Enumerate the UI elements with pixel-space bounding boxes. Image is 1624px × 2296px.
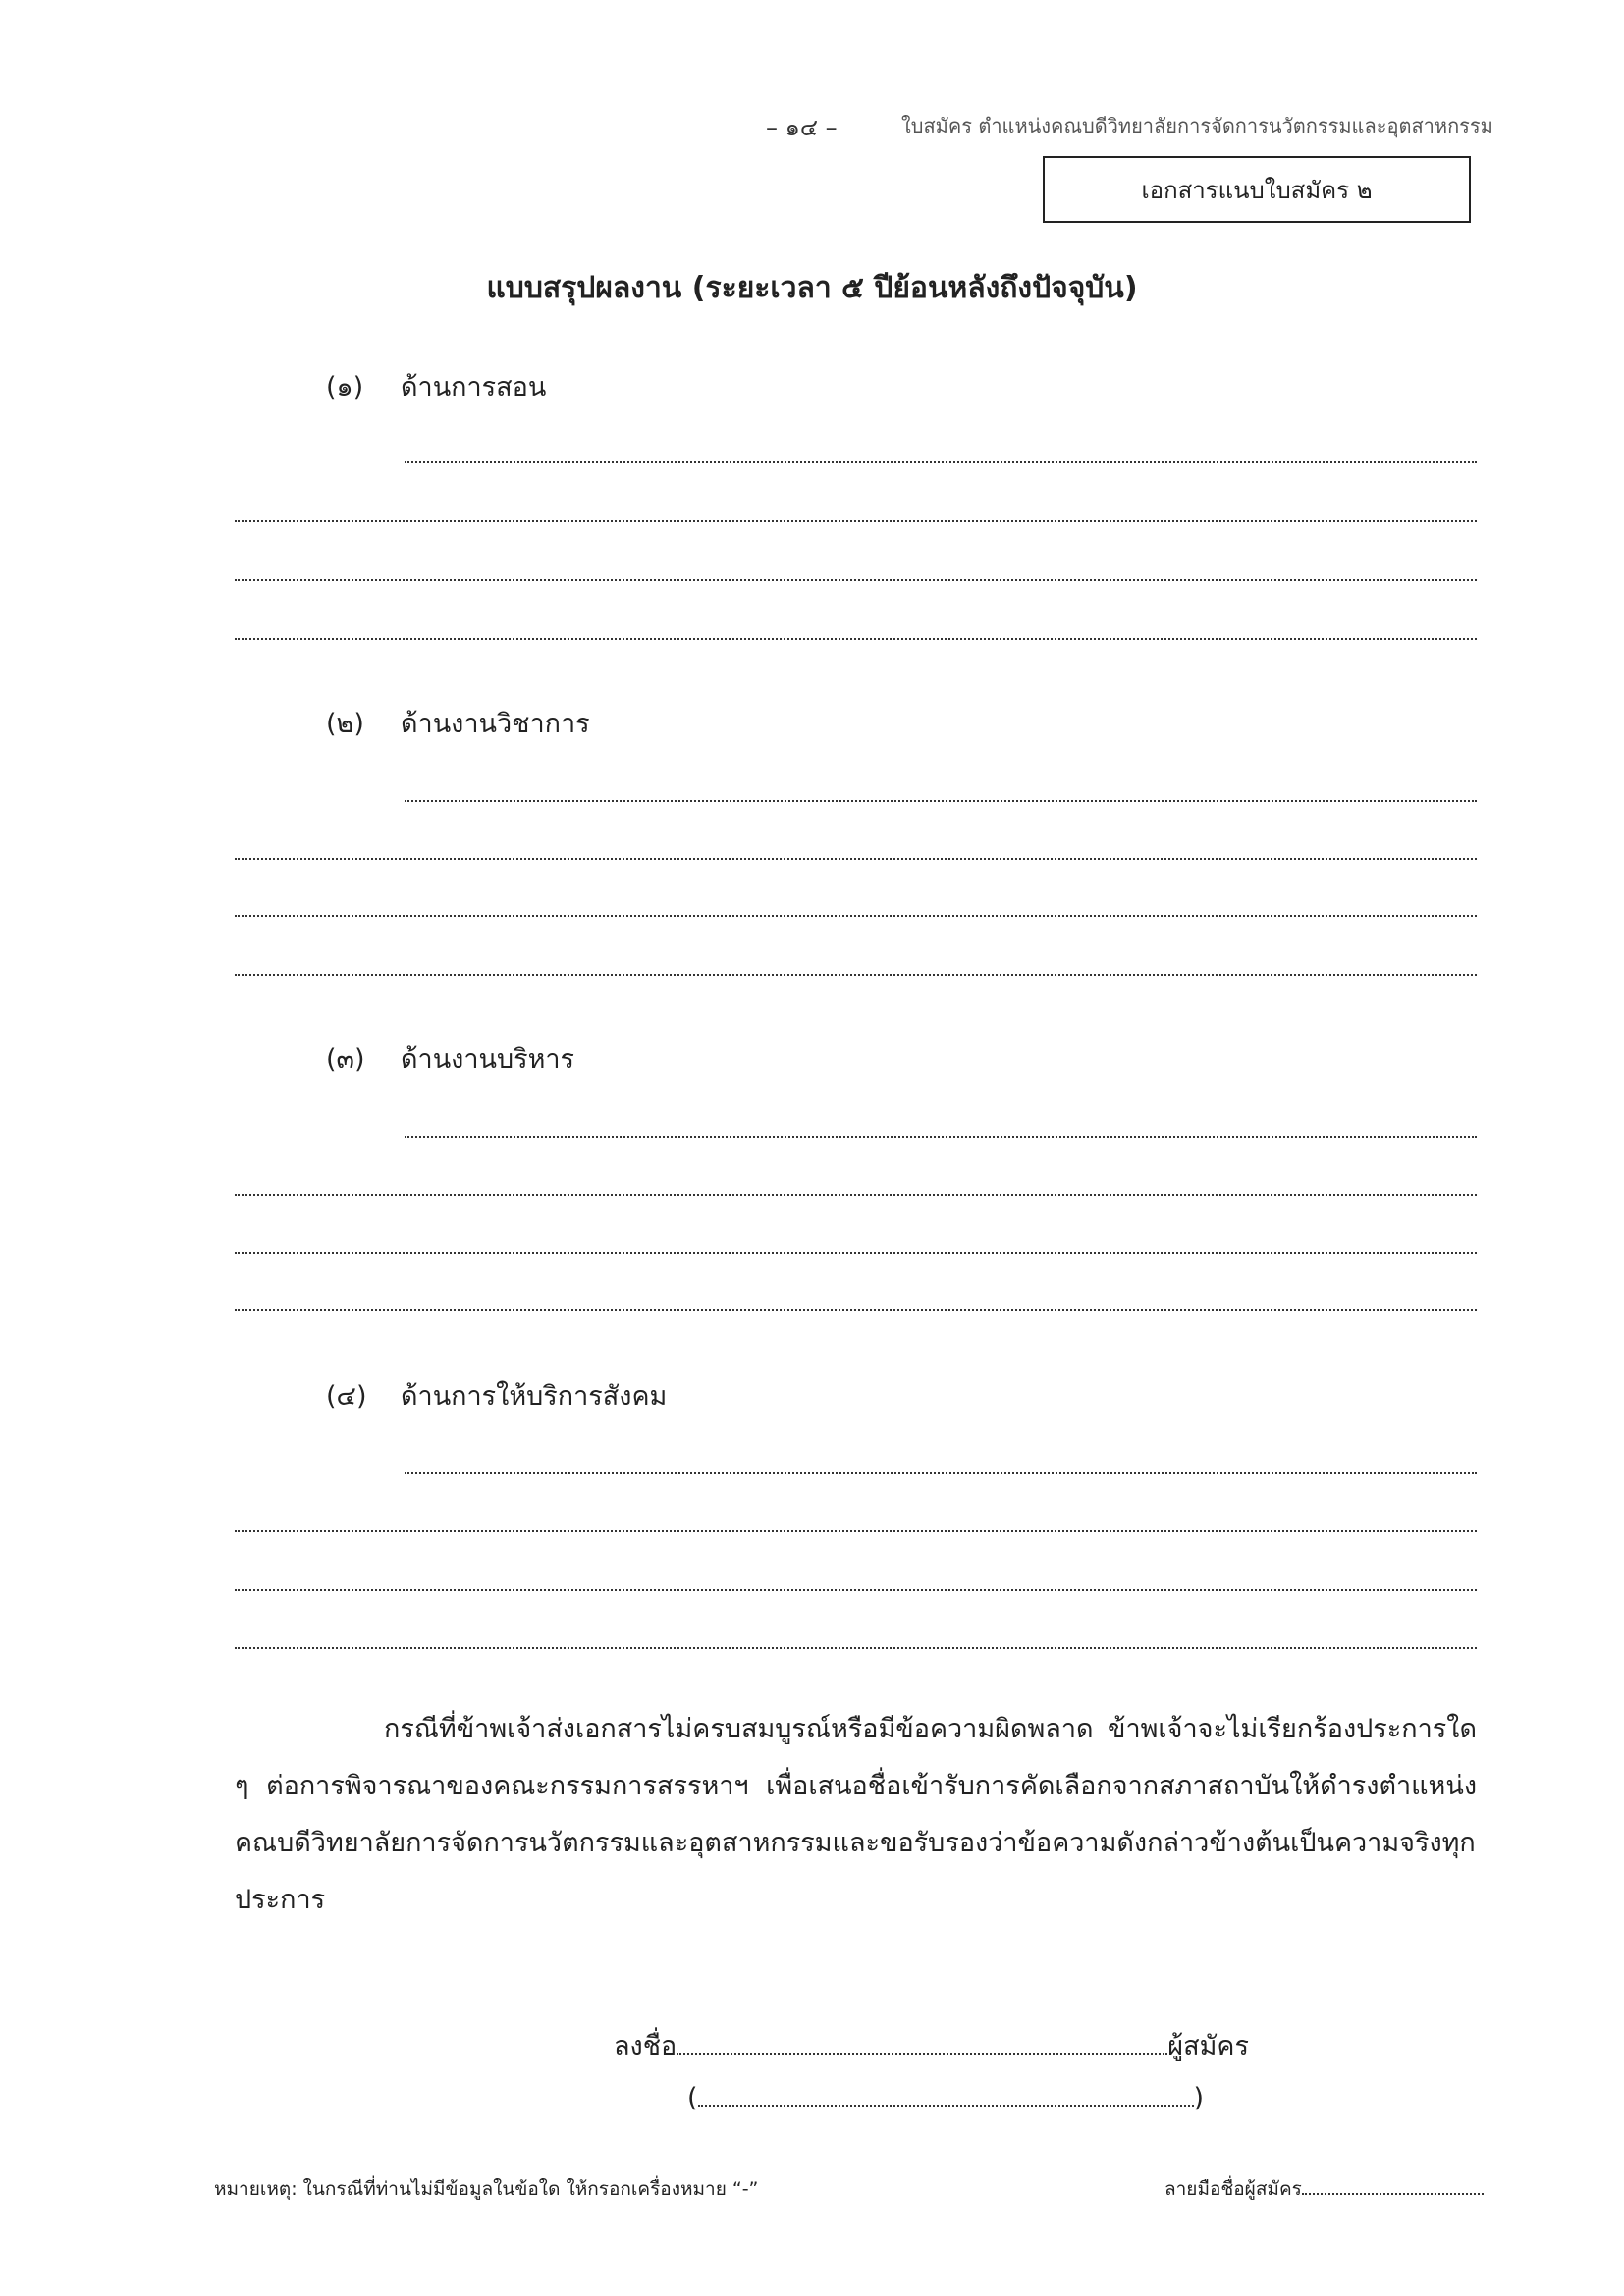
section-title: ด้านการสอน [401,372,547,402]
footnote: หมายเหตุ: ในกรณีที่ท่านไม่มีข้อมูลในข้อใด ให้กรอกเครื่องหมาย “-” [214,2178,759,2200]
fill-line[interactable] [235,638,1477,640]
section-heading-social-service [326,1374,667,1416]
document-title: แบบสรุปผลงาน (ระยะเวลา ๕ ปีย้อนหลังถึงปัจจุบัน) [486,271,1138,305]
fill-line[interactable] [235,579,1477,581]
section-number: (๔) [326,1381,367,1412]
footer-signature-label: ลายมือชื่อผู้สมัคร [1164,2178,1302,2200]
signature-field[interactable] [677,2029,1167,2055]
fill-line[interactable] [235,1252,1477,1254]
applicant-label: ผู้สมัคร [1167,2031,1249,2061]
close-paren: ) [1193,2083,1205,2113]
fill-line[interactable] [235,974,1477,976]
form-header-title: ใบสมัคร ตำแหน่งคณบดีวิทยาลัยการจัดการนวัตกรรมและอุตสาหกรรม [901,114,1493,137]
fill-line[interactable] [235,1647,1477,1649]
fill-line[interactable] [235,858,1477,860]
fill-line[interactable] [235,1530,1477,1532]
section-title: ด้านการให้บริการสังคม [401,1381,668,1412]
printed-name-line [687,2081,1204,2113]
fill-line[interactable] [405,1136,1477,1138]
section-number: (๑) [326,372,364,402]
fill-line[interactable] [405,461,1477,463]
attachment-label-box [1043,156,1471,223]
fill-line[interactable] [235,520,1477,522]
footer-signature-field[interactable] [1302,2177,1484,2195]
footer-signature [1164,2174,1484,2204]
fill-line[interactable] [405,1472,1477,1474]
fill-line[interactable] [235,1194,1477,1196]
fill-line[interactable] [405,800,1477,802]
fill-line[interactable] [235,1589,1477,1591]
fill-line[interactable] [235,1309,1477,1311]
section-heading-administration [326,1038,574,1080]
section-number: (๓) [326,1044,365,1075]
section-title: ด้านงานบริหาร [401,1044,575,1075]
fill-line[interactable] [235,915,1477,917]
section-title: ด้านงานวิชาการ [401,709,590,739]
section-number: (๒) [326,709,364,739]
attachment-label: เอกสารแนบใบสมัคร ๒ [1141,176,1373,204]
printed-name-field[interactable] [698,2081,1194,2107]
open-paren: ( [687,2083,698,2113]
page-number: – ๑๔ – [766,114,838,141]
sign-label: ลงชื่อ [614,2031,677,2061]
section-heading-teaching [326,365,546,407]
section-heading-academic [326,702,590,744]
signature-line [614,2024,1249,2066]
declaration-paragraph: กรณีที่ข้าพเจ้าส่งเอกสารไม่ครบสมบูรณ์หรือมีข้อความผิดพลาด ข้าพเจ้าจะไม่เรียกร้องประการใด ๆ ต่อการพิจารณาของคณะกรรมการสรรหาฯ เพื่อเสนอชื่อเข้ารับการคัดเลือกจากสภาสถาบันให้ดำรงตำแหน่งคณบดีวิทยาลัยการจัดการนวัตกรรมและอุตสาหกรรมและขอรับรองว่าข้อความดังกล่าวข้างต้นเป็นความจริงทุกประการ [235,1714,1477,1915]
